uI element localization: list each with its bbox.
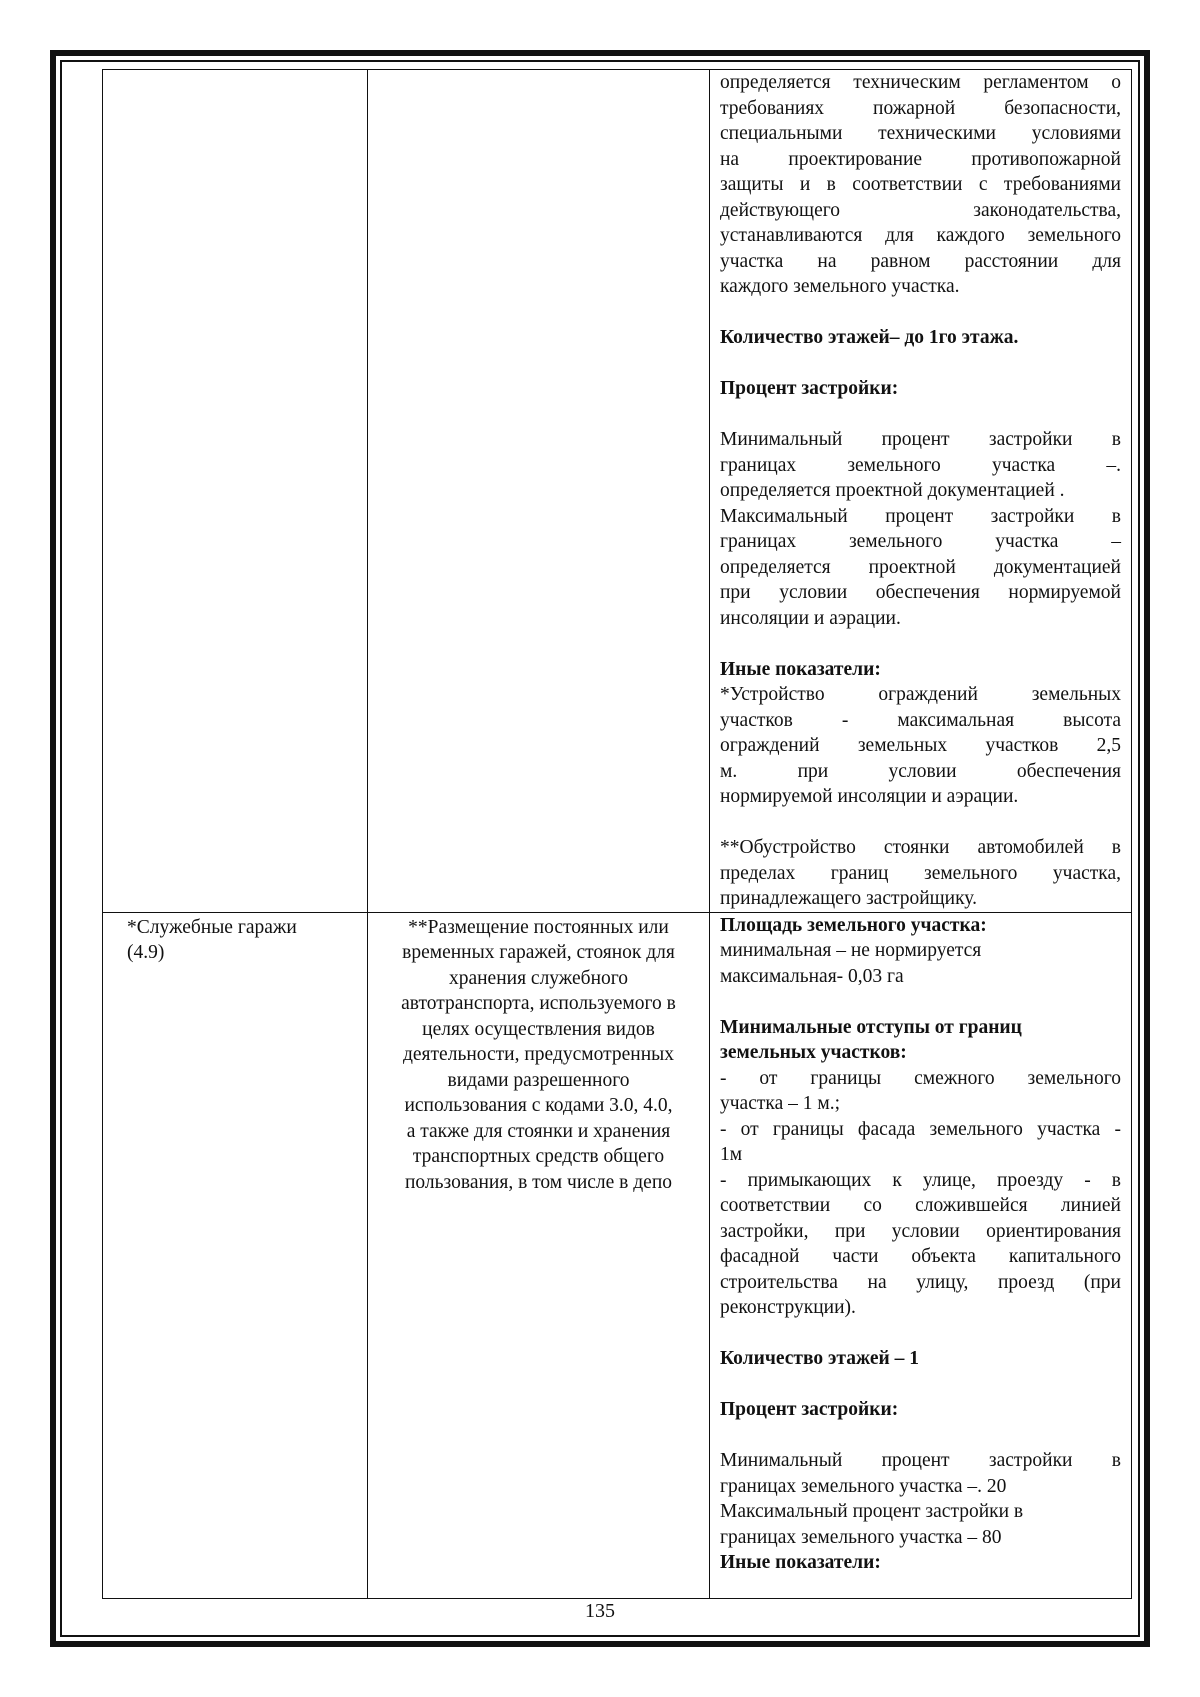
parking-paragraph: **Обустройство стоянки автомобилей в пределах границ земельного участка, принадлежащего застройщику. [720, 837, 1121, 909]
row2-col3-cell [710, 912, 1132, 1599]
row2-col2-cell [368, 912, 710, 1599]
setback-adjacent: - от границы смежного земельного участка – 1 м.; [720, 1067, 1121, 1114]
row1-col3-cell [710, 70, 1132, 913]
area-max: максимальная- 0,03 га [720, 965, 904, 987]
fire-safety-paragraph: определяется техническим регламентом о требованиях пожарной безопасности, специальными техническими условиями на проектирование противопожарной защиты и в соответствии с требованиями действующего законодательства, устанавливаются для каждого земельного участка на равном расстоянии для каждого земельного участка. [720, 72, 1121, 297]
other-indicators-heading: Иные показатели: [720, 1552, 881, 1573]
area-min: минимальная – не нормируется [720, 940, 982, 961]
zoning-table [102, 69, 1132, 1599]
page-number: 135 [585, 1600, 615, 1622]
min-percent-paragraph: Минимальный процент застройки в границах земельного участка –. 20 [720, 1450, 1121, 1497]
table-row [103, 70, 1132, 913]
row1-col1-cell [103, 70, 368, 913]
percent-heading: Процент застройки: [720, 1399, 899, 1420]
row2-col1-cell [103, 912, 368, 1599]
floors-heading: Количество этажей – 1 [720, 1348, 919, 1369]
fence-paragraph: *Устройство ограждений земельных участков - максимальная высота ограждений земельных участков 2,5 м. при условии обеспечения нормируемой инсоляции и аэрации. [720, 684, 1121, 807]
other-indicators-heading: Иные показатели: [720, 658, 881, 680]
use-description: **Размещение постоянных или временных гаражей, стоянок для хранения служебного автотранспорта, используемого в целях осуществления видов деятельности, предусмотренных видами разрешенного использования с кодами 3.0, 4.0, а также для стоянки и хранения транспортных средств общего пользования, в том числе в депо [401, 916, 676, 1193]
setback-street: - примыкающих к улице, проезду - в соответствии со сложившейся линией застройки, при условии ориентирования фасадной части объекта капитального строительства на улицу, проезд (при реконструкции). [720, 1169, 1121, 1318]
use-type-name: *Служебные гаражи [127, 916, 297, 938]
use-type-code: (4.9) [127, 942, 165, 963]
table-row [103, 912, 1132, 1599]
min-percent-paragraph: Минимальный процент застройки в границах земельного участка –. определяется проектной документацией . [720, 429, 1121, 501]
setback-facade: - от границы фасада земельного участка - 1м [720, 1118, 1121, 1165]
setback-heading: Минимальные отступы от границ земельных участков: [720, 1016, 1022, 1063]
floors-heading: Количество этажей– до 1го этажа. [720, 327, 1019, 348]
max-percent-paragraph: Максимальный процент застройки в границах земельного участка – определяется проектной документацией при условии обеспечения нормируемой инсоляции и аэрации. [720, 505, 1121, 629]
max-percent-paragraph: Максимальный процент застройки в границах земельного участка – 80 [720, 1501, 1024, 1548]
percent-heading: Процент застройки: [720, 378, 899, 399]
row1-col2-cell [368, 70, 710, 913]
area-heading: Площадь земельного участка: [720, 914, 987, 936]
